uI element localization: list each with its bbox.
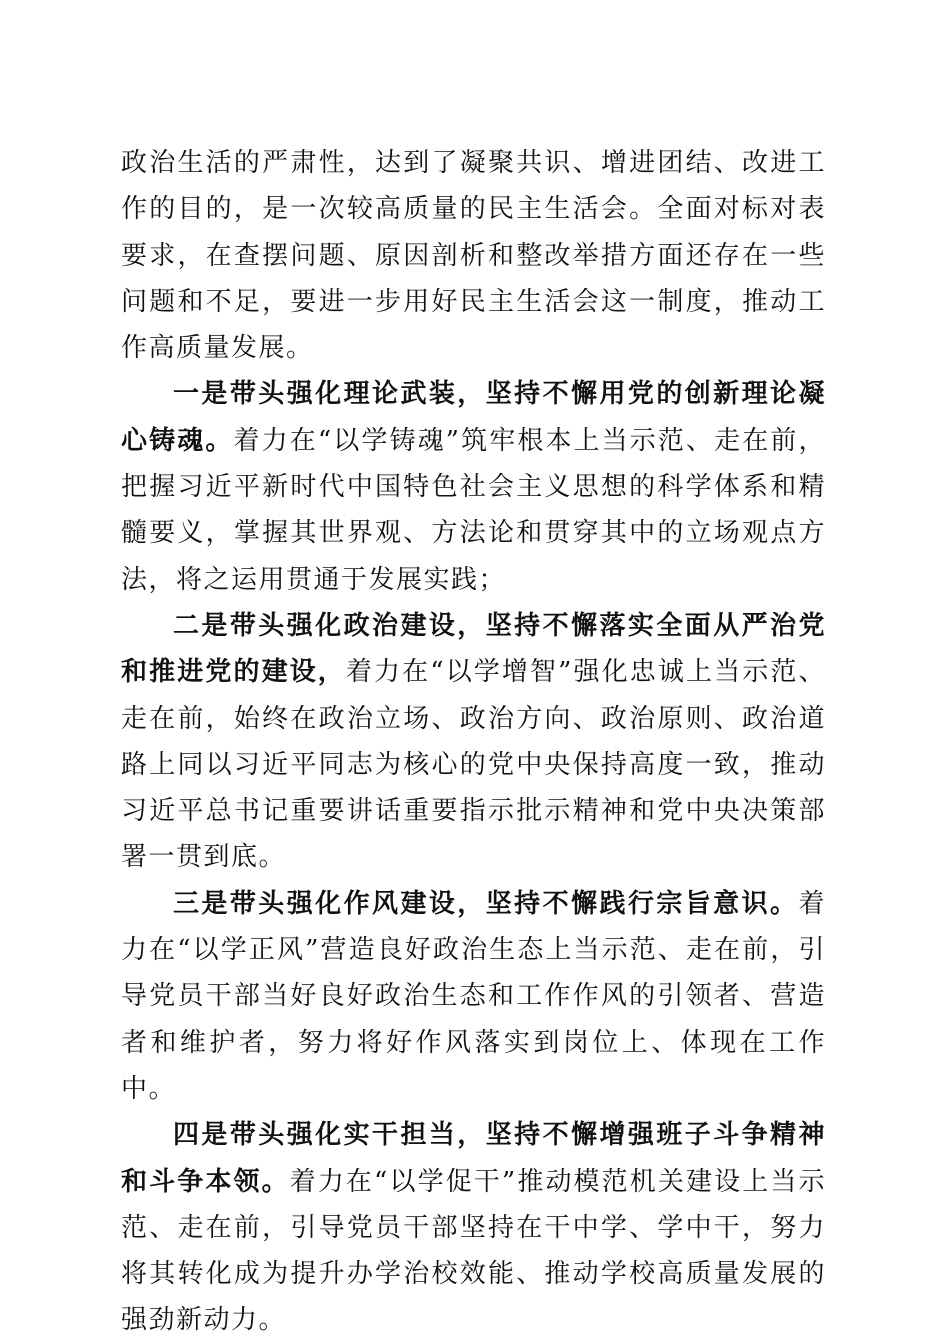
paragraph-point-four [121,1112,826,1343]
paragraph-lead: 四是带头强化实干担当，坚持不懈增强班子斗争精神和斗争本领。 [121,1120,826,1197]
paragraph-point-one [121,371,826,602]
paragraph-text: 政治生活的严肃性，达到了凝聚共识、增进团结、改进工作的目的，是一次较高质量的民主生活会。全面对标对表要求，在查摆问题、原因剖析和整改举措方面还存在一些问题和不足，要进一步用好民主生活会这一制度，推动工作高质量发展。 [121,148,826,364]
paragraph-text: 着力在“以学正风”营造良好政治生态上当示范、走在前，引导党员干部当好良好政治生态和工作作风的引领者、营造者和维护者，努力将好作风落实到岗位上、体现在工作中。 [121,888,826,1104]
paragraph-lead: 一是带头强化理论武装，坚持不懈用党的创新理论凝心铸魂。 [121,379,826,456]
paragraph-point-two [121,603,826,881]
document-body [121,140,826,1344]
paragraph-lead: 三是带头强化作风建设，坚持不懈践行宗旨意识。 [173,888,799,919]
paragraph-text: 着力在“以学铸魂”筑牢根本上当示范、走在前，把握习近平新时代中国特色社会主义思想的科学体系和精髓要义，掌握其世界观、方法论和贯穿其中的立场观点方法，将之运用贯通于发展实践； [121,425,826,595]
paragraph-continuation [121,140,826,371]
paragraph-text: 着力在“以学增智”强化忠诚上当示范、走在前，始终在政治立场、政治方向、政治原则、政治道路上同以习近平同志为核心的党中央保持高度一致，推动习近平总书记重要讲话重要指示批示精神和党中央决策部署一贯到底。 [121,657,826,873]
paragraph-lead: 二是带头强化政治建设，坚持不懈落实全面从严治党和推进党的建设， [121,610,826,688]
paragraph-text: 着力在“以学促干”推动模范机关建设上当示范、走在前，引导党员干部坚持在干中学、学中干，努力将其转化成为提升办学治校效能、推动学校高质量发展的强劲新动力。 [121,1166,826,1336]
paragraph-point-three [121,881,826,1112]
